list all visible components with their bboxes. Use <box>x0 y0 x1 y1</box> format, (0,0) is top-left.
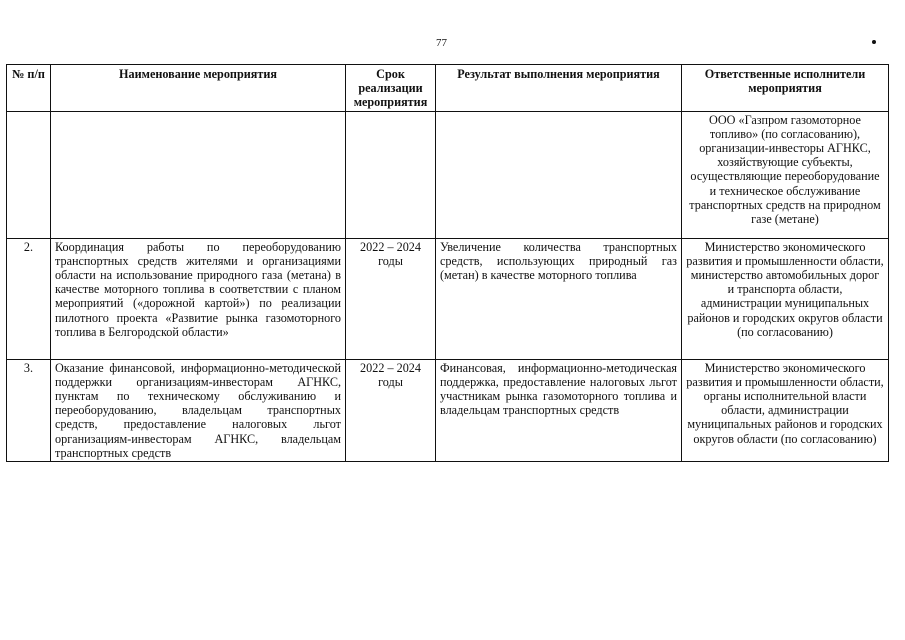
table-row <box>7 359 889 461</box>
measures-table <box>6 64 889 462</box>
row-result: Увеличение количества транспортных средств, использующих природный газ (метан) в качестве моторного топлива <box>436 238 682 359</box>
row-num: 2. <box>7 238 51 359</box>
header-name: Наименование мероприятия <box>51 65 346 112</box>
table-row <box>7 238 889 359</box>
header-result: Результат выполнения мероприятия <box>436 65 682 112</box>
scan-dot <box>872 40 876 44</box>
row-num <box>7 111 51 238</box>
header-num: № п/п <box>7 65 51 112</box>
row-name <box>51 111 346 238</box>
row-executors: Министерство экономического развития и промышленности области, министерство автомобильных дорог и транспорта области, администрации муниципальных районов и городских округов области (по согласованию) <box>682 238 889 359</box>
header-executors: Ответственные исполнители мероприятия <box>682 65 889 112</box>
row-term <box>346 111 436 238</box>
row-term: 2022 – 2024 годы <box>346 359 436 461</box>
row-executors: ООО «Газпром газомоторное топливо» (по согласованию), организации-инвесторы АГНКС, хозяйствующие субъекты, осуществляющие переоборудование и техническое обслуживание транспортных средств на природном газе (метане) <box>682 111 889 238</box>
row-result: Финансовая, информационно-методическая поддержка, предоставление налоговых льгот участникам рынка газомоторного топлива и владельцам транспортных средств <box>436 359 682 461</box>
row-name: Оказание финансовой, информационно-методической поддержки организациям-инвесторам АГНКС, пунктам по техническому обслуживанию и переоборудованию, владельцам транспортных средств, предоставление налоговых льгот организациям-инвесторам АГНКС, владельцам транспортных средств <box>51 359 346 461</box>
row-name: Координация работы по переоборудованию транспортных средств жителями и организациями области на использование природного газа (метана) в качестве моторного топлива в соответствии с планом мероприятий («дорожной картой») по реализации пилотного проекта «Развитие рынка газомоторного топлива в Белгородской области» <box>51 238 346 359</box>
header-term: Срок реализации мероприятия <box>346 65 436 112</box>
row-num: 3. <box>7 359 51 461</box>
row-executors: Министерство экономического развития и промышленности области, органы исполнительной власти области, администрации муниципальных районов и городских округов области (по согласованию) <box>682 359 889 461</box>
table-header-row <box>7 65 889 112</box>
page-number: 77 <box>436 37 447 49</box>
table-row <box>7 111 889 238</box>
row-term: 2022 – 2024 годы <box>346 238 436 359</box>
row-result <box>436 111 682 238</box>
